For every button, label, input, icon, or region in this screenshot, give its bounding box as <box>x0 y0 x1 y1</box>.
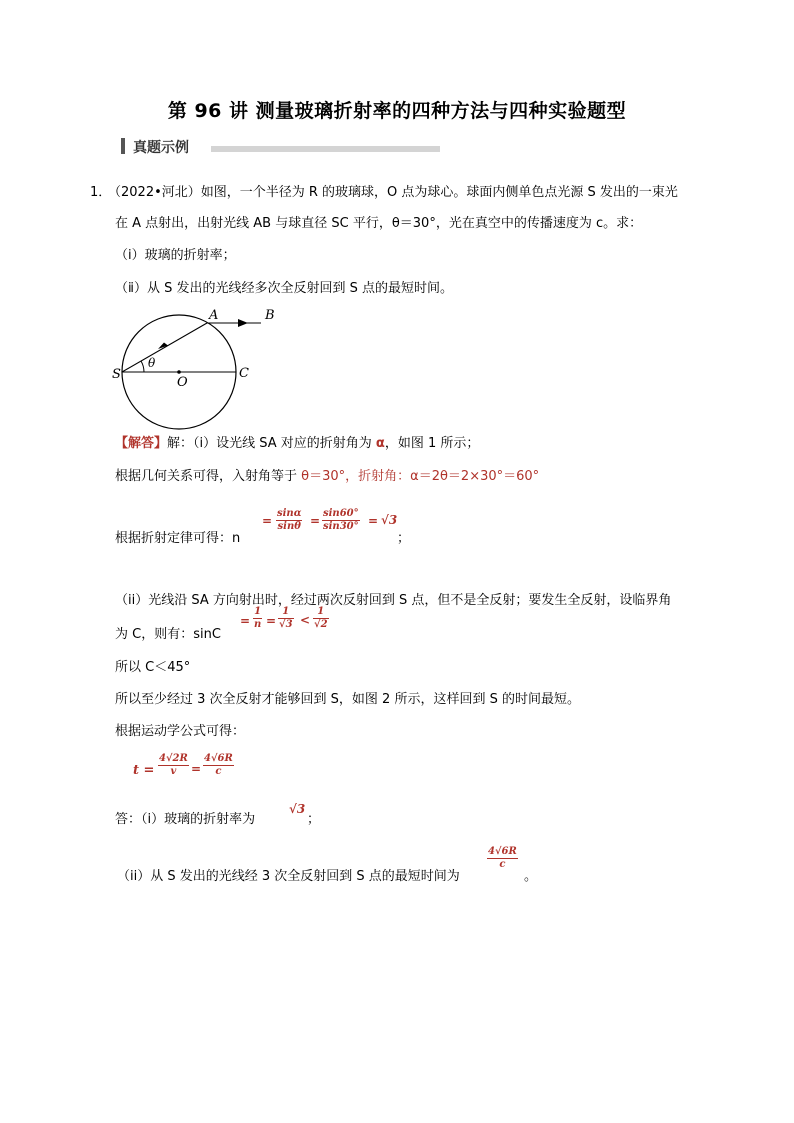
ray-ab-arrow <box>238 319 248 327</box>
theta-arc <box>141 361 144 372</box>
question-1: （ⅰ）玻璃的折射率； <box>115 248 236 263</box>
problem-line-2: 在 A 点射出，出射光线 AB 与球直径 SC 平行，θ＝30°，光在真空中的传播速度为 c。求： <box>115 216 643 231</box>
fraction-1-over-sqrt2: 1 √2 <box>314 606 328 630</box>
label-s: S <box>112 367 121 382</box>
eq-sign: = <box>240 614 251 628</box>
answer-tag: 【解答】 <box>115 436 168 451</box>
answer-fraction-4sqrt6R-over-c: 4√6R c <box>488 846 517 870</box>
section-divider <box>211 146 440 152</box>
solution-line-3: 根据折射定律可得：n <box>115 531 241 546</box>
page-title: 第 96 讲 测量玻璃折射率的四种方法与四种实验题型 <box>167 100 627 122</box>
eq-sign: = <box>368 514 379 528</box>
answer-semicolon: ； <box>307 812 321 827</box>
fraction-4sqrt6R-over-c: 4√6R c <box>204 753 233 777</box>
label-o: O <box>177 375 188 390</box>
semicolon: ； <box>397 531 411 546</box>
answer-line-2: （ii）从 S 发出的光线经 3 次全反射回到 S 点的最短时间为 <box>117 869 460 884</box>
problem-line-1: （2022•河北）如图，一个半径为 R 的玻璃球，O 点为球心。球面内侧单色点光源 S 发出的一束光 <box>108 185 678 200</box>
answer-line-1: 答：（i）玻璃的折射率为 <box>115 812 256 827</box>
solution-line-8: 根据运动学公式可得： <box>115 724 246 739</box>
less-than: < <box>300 613 311 627</box>
fraction-1-over-sqrt3: 1 √3 <box>279 606 293 630</box>
eq-sign: = <box>191 762 202 776</box>
solution-line-6: 所以 C＜45° <box>115 660 191 675</box>
eq-sign: = <box>266 614 277 628</box>
section-label: 真题示例 <box>133 140 189 156</box>
fraction-sin60-sin30: sin60° sin30° <box>323 508 359 532</box>
solution-line-5: 为 C，则有：sinC <box>115 627 221 642</box>
eq-sign: = <box>262 514 273 528</box>
center-point <box>177 370 181 374</box>
label-a: A <box>209 308 219 323</box>
answer-period: 。 <box>524 869 538 884</box>
fraction-sinalpha-sintheta: sinα sinθ <box>277 508 302 532</box>
fraction-1-over-n: 1 n <box>254 606 262 630</box>
glass-sphere-figure <box>108 300 288 430</box>
answer-sqrt3: √3 <box>289 802 306 816</box>
eq-sign: = <box>310 514 321 528</box>
solution-line-7: 所以至少经过 3 次全反射才能够回到 S，如图 2 所示，这样回到 S 的时间最短。 <box>115 692 580 707</box>
time-var: t = <box>133 763 155 778</box>
fraction-4sqrt2R-over-v: 4√2R v <box>159 753 188 777</box>
solution-line-4: （ii）光线沿 SA 方向射出时，经过两次反射回到 S 点，但不是全反射；要发生全反射，设临界角 <box>115 593 672 608</box>
solution-line-2: 根据几何关系可得，入射角等于 θ＝30°，折射角：α＝2θ＝2×30°＝60° <box>115 469 540 484</box>
label-theta: θ <box>148 356 156 370</box>
section-marker <box>121 138 125 154</box>
label-c: C <box>239 366 249 381</box>
question-2: （ⅱ）从 S 发出的光线经多次全反射回到 S 点的最短时间。 <box>115 281 453 296</box>
label-b: B <box>265 308 275 323</box>
sqrt3-value: √3 <box>381 513 398 527</box>
problem-number: 1． <box>90 185 112 200</box>
ray-sa <box>122 323 207 372</box>
solution-line-1: 【解答】解：（i）设光线 SA 对应的折射角为 α，如图 1 所示； <box>115 436 480 451</box>
